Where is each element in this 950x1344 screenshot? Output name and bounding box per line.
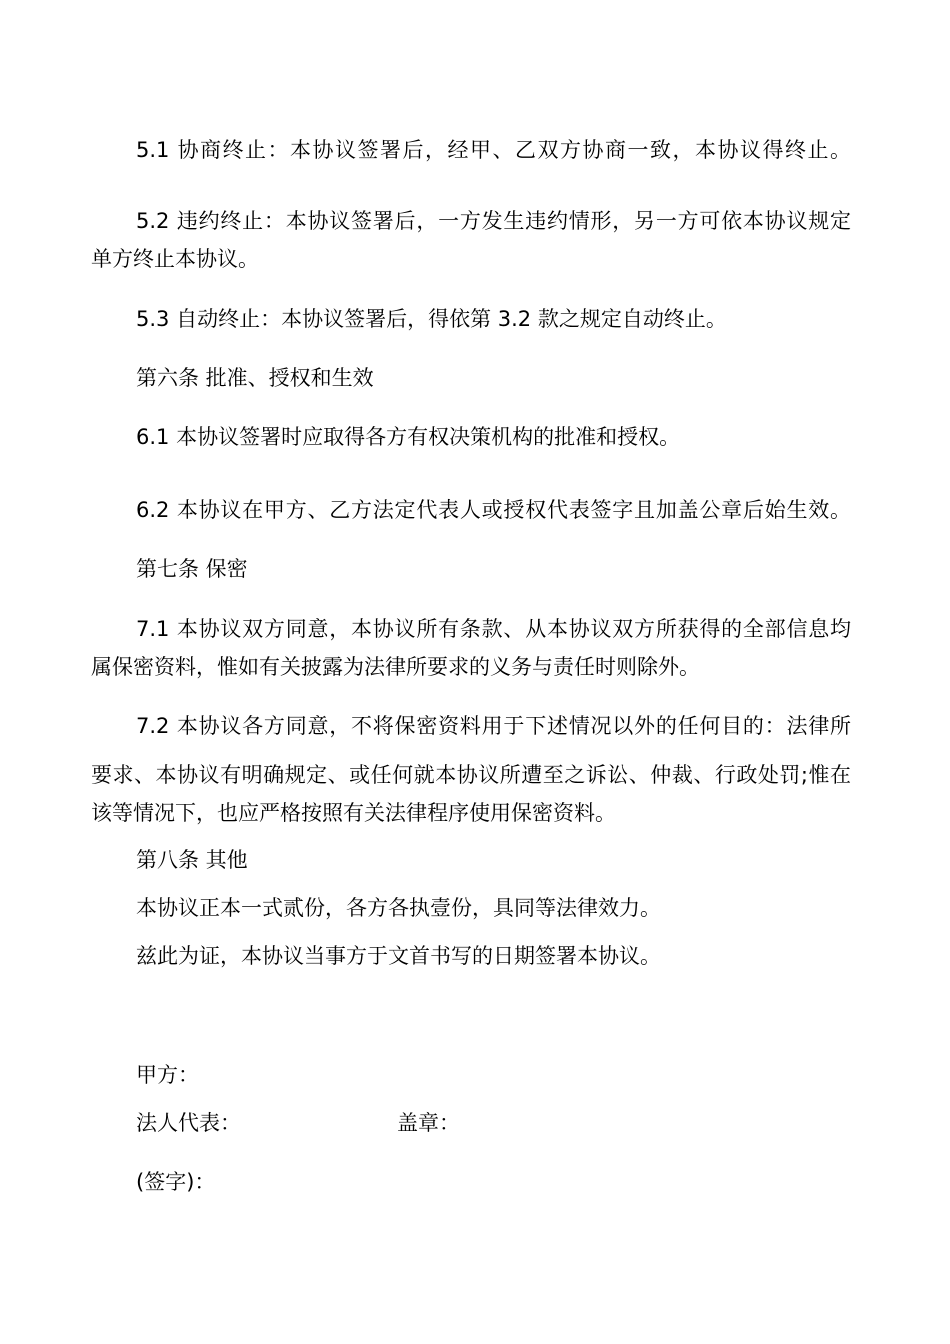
seal-label: 盖章： (397, 1111, 460, 1135)
signature-label: (签字)： (136, 1170, 216, 1194)
clause-5-2-line-2: 单方终止本协议。 (91, 247, 259, 271)
clause-7-2-line-1: 7.2 本协议各方同意，不将保密资料用于下述情况以外的任何目的：法律所 (136, 714, 851, 738)
clause-7-2-line-3: 该等情况下，也应严格按照有关法律程序使用保密资料。 (91, 801, 616, 825)
article-8-heading: 第八条 其他 (136, 848, 248, 872)
clause-6-2: 6.2 本协议在甲方、乙方法定代表人或授权代表签字且加盖公章后始生效。 (136, 498, 851, 522)
article-7-heading: 第七条 保密 (136, 557, 248, 581)
clause-7-2-line-2: 要求、本协议有明确规定、或任何就本协议所遭至之诉讼、仲裁、行政处罚;惟在 (91, 763, 851, 787)
clause-8-copies: 本协议正本一式贰份，各方各执壹份，具同等法律效力。 (136, 896, 661, 920)
article-6-heading: 第六条 批准、授权和生效 (136, 366, 374, 390)
legal-representative-label: 法人代表： (136, 1111, 241, 1135)
clause-5-1: 5.1 协商终止：本协议签署后，经甲、乙双方协商一致，本协议得终止。 (136, 138, 851, 162)
clause-5-3: 5.3 自动终止：本协议签署后，得依第 3.2 款之规定自动终止。 (136, 307, 727, 331)
party-a-label: 甲方： (136, 1063, 199, 1087)
clause-7-1-line-1: 7.1 本协议双方同意，本协议所有条款、从本协议双方所获得的全部信息均 (136, 617, 851, 641)
clause-7-1-line-2: 属保密资料，惟如有关披露为法律所要求的义务与责任时则除外。 (91, 655, 700, 679)
clause-8-witness: 兹此为证，本协议当事方于文首书写的日期签署本协议。 (136, 944, 661, 968)
clause-5-2-line-1: 5.2 违约终止：本协议签署后，一方发生违约情形，另一方可依本协议规定 (136, 209, 851, 233)
clause-6-1: 6.1 本协议签署时应取得各方有权决策机构的批准和授权。 (136, 425, 681, 449)
